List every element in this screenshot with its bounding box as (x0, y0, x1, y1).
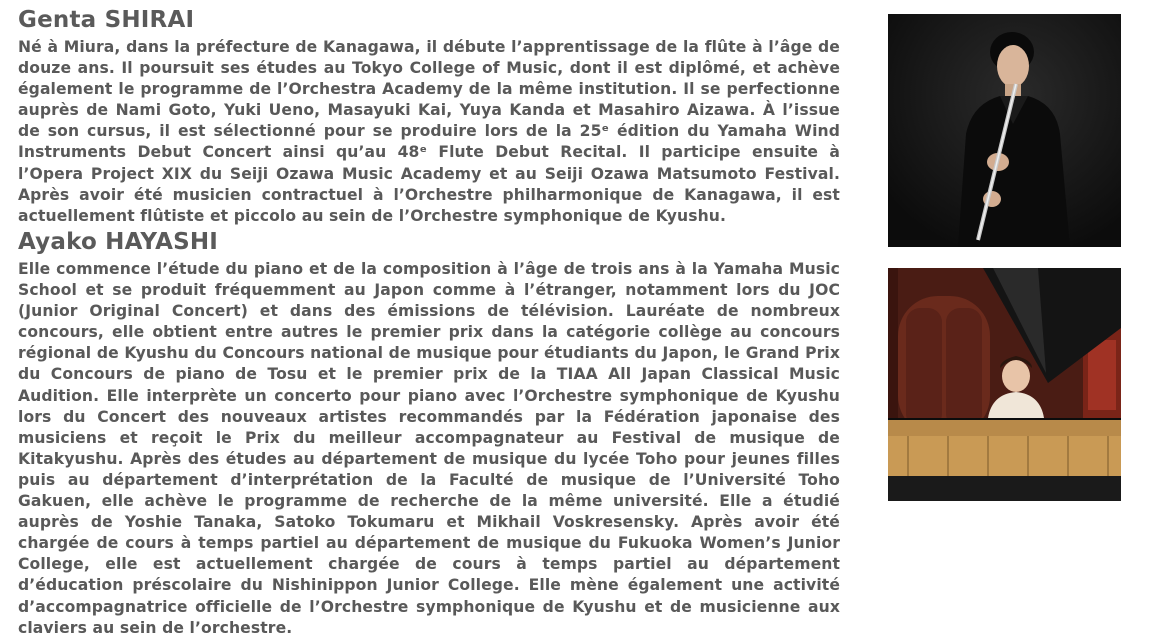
bio-name: Ayako HAYASHI (18, 229, 219, 255)
bio-text: Elle commence l’étude du piano et de la composition à l’âge de trois ans à la Yamaha Music School et se produit fréquemment au Japon comme à l’étranger, notamment lors du JOC (Junior Original Concert) et dans des émissions de télévision. Lauréate de nombreux concours, elle obtient entre autres le premier prix dans la catégorie collège au concours régional de Kyushu du Concours national de musique pour étudiants du Japon, le Grand Prix du Concours de piano de Tosu et le premier prix de la TIAA All Japan Classical Music Audition. Elle interprète un concerto pour piano avec l’Orchestre symphonique de Kyushu lors du Concert des nouveaux artistes recommandés par la Fédération japonaise des musiciens et reçoit le Prix du meilleur accompagnateur au Festival de musique de Kitakyushu. Après des études au département de musique du lycée Toho pour jeunes filles puis au département d’interprétation de la Faculté de musique de l’Université Toho Gakuen, elle achève le programme de recherche de la même université. Elle a étudié auprès de Yoshie Tanaka, Satoko Tokumaru et Mikhail Voskresensky. Après avoir été chargée de cours à temps partiel au département de musique du Fukuoka Women’s Junior College, elle est actuellement chargée de cours à temps partiel au département d’éducation préscolaire du Nishinippon Junior College. Elle mène également une activité d’accompagnatrice officielle de l’Orchestre symphonique de Kyushu et de musicienne aux claviers au sein de l’orchestre. (18, 260, 840, 637)
pianist-portrait-image (888, 268, 1121, 501)
photo-pianist (888, 268, 1121, 501)
photo-flutist (888, 14, 1121, 247)
bio-ayako-hayashi (18, 228, 840, 639)
bio-text: Né à Miura, dans la préfecture de Kanagawa, il débute l’apprentissage de la flûte à l’âge de douze ans. Il poursuit ses études au Tokyo College of Music, dont il est diplômé, et achève également le programme de l’Orchestra Academy de la même institution. Il se perfectionne auprès de Nami Goto, Yuki Ueno, Masayuki Kai, Yuya Kanda et Masahiro Aizawa. À l’issue de son cursus, il est sélectionné pour se produire lors de la 25ᵉ édition du Yamaha Wind Instruments Debut Concert ainsi qu’au 48ᵉ Flute Debut Recital. Il participe ensuite à l’Opera Project XIX du Seiji Ozawa Music Academy et au Seiji Ozawa Matsumoto Festival. Après avoir été musicien contractuel à l’Orchestre philharmonique de Kanagawa, il est actuellement flûtiste et piccolo au sein de l’Orchestre symphonique de Kyushu. (18, 38, 840, 225)
bio-genta-shirai (18, 6, 840, 227)
bio-name: Genta SHIRAI (18, 7, 195, 33)
flutist-portrait-image (888, 14, 1121, 247)
